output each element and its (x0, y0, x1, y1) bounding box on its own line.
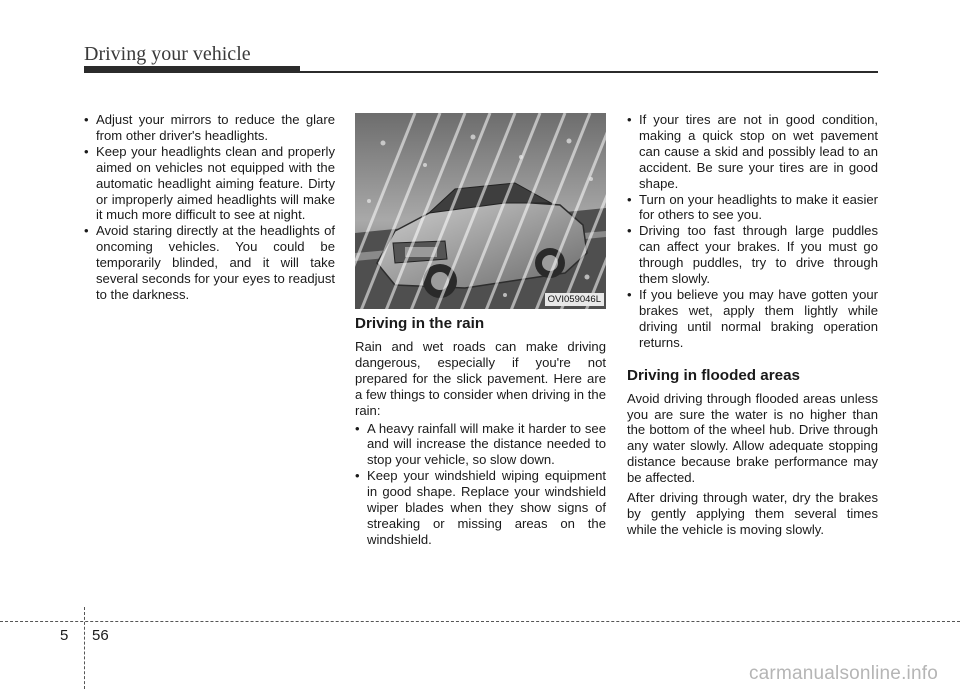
header-title: Driving your vehicle (84, 43, 251, 65)
column-1-bullets (84, 112, 335, 303)
section-heading: Driving in the rain (355, 315, 485, 332)
list-item: • Adjust your mirrors to reduce the glare from other driver's headlights. (84, 112, 335, 144)
list-item: • If you believe you may have gotten your brakes wet, apply them lightly while driving until normal braking operation returns. (627, 287, 878, 351)
column-3-bullets (627, 112, 878, 351)
list-item: • Driving too fast through large puddles can affect your brakes. If you must go through puddles, try to drive through them slowly. (627, 223, 878, 287)
list-item: • If your tires are not in good condition, making a quick stop on wet pavement can cause a skid and possibly lead to an accident. Be sure your tires are in good shape. (627, 112, 878, 192)
list-item: • Keep your headlights clean and properly aimed on vehicles not equipped with the automatic headlight aiming feature. Dirty or improperly aimed headlights will make it much more difficult to see at night. (84, 144, 335, 224)
header-bar (84, 66, 300, 73)
footer-rule (0, 621, 960, 622)
column-2-bullets (355, 421, 606, 548)
column-1 (84, 112, 335, 303)
header-rule (300, 71, 878, 73)
watermark[interactable]: carmanualsonline.info (748, 663, 938, 684)
car-in-rain-illustration (355, 113, 606, 309)
paragraph: Rain and wet roads can make driving dangerous, especially if you're not prepared for the slick pavement. Here are a few things to consider when driving in the rain: (355, 339, 606, 418)
page-number: 56 (92, 627, 109, 644)
rain-car-figure (355, 113, 606, 309)
list-item: • Turn on your headlights to make it easier for others to see you. (627, 192, 878, 224)
footer-divider (84, 607, 85, 689)
list-item: • Avoid staring directly at the headlights of oncoming vehicles. You could be temporarily blinded, and it will take several seconds for your eyes to readjust to the darkness. (84, 223, 335, 303)
list-item: • A heavy rainfall will make it harder to see and will increase the distance needed to stop your vehicle, so slow down. (355, 421, 606, 469)
chapter-number: 5 (60, 627, 69, 644)
column-3 (627, 112, 878, 538)
section-heading: Driving in flooded areas (627, 366, 801, 384)
paragraph: Avoid driving through flooded areas unless you are sure the water is no higher than the bottom of the wheel hub. Drive through any water slowly. Allow adequate stopping distance because brake performance may be affected. (627, 390, 878, 486)
column-2 (355, 315, 606, 548)
figure-code: OVI059046L (545, 293, 604, 306)
paragraph: After driving through water, dry the brakes by gently applying them several times while the vehicle is moving slowly. (627, 490, 878, 537)
list-item: • Keep your windshield wiping equipment in good shape. Replace your windshield wiper blades when they show signs of streaking or missing areas on the windshield. (355, 468, 606, 548)
